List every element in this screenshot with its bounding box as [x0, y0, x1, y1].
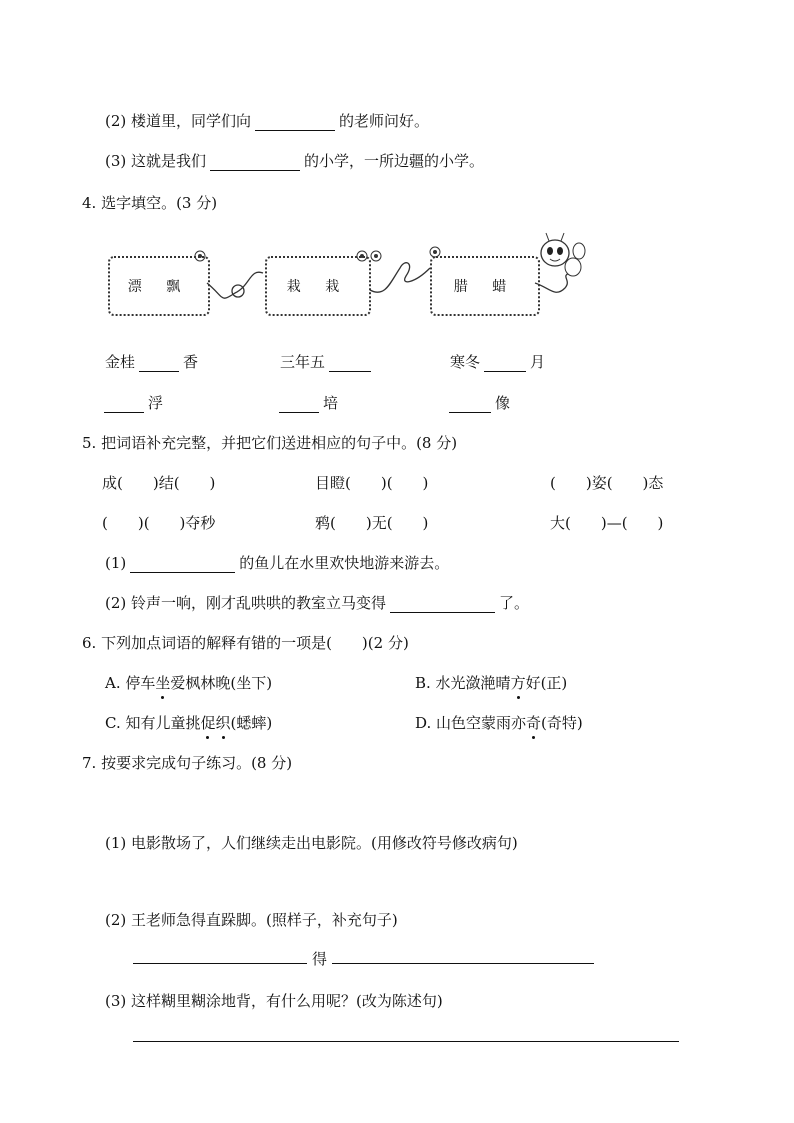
q6-option-b[interactable]: B. 水光潋滟晴方好(正) [415, 674, 568, 692]
answer-blank[interactable] [279, 397, 319, 413]
answer-blank[interactable] [255, 115, 335, 131]
bee-icon [541, 233, 585, 276]
q5-sentence-1: (1) 的鱼儿在水里欢快地游来游去。 [105, 554, 450, 572]
word-box-3: 腊 蜡 [430, 256, 540, 316]
word-box-2: 栽 栽 [265, 256, 371, 316]
q5-idiom-4: ( )( )夺秒 [102, 514, 216, 532]
answer-blank[interactable] [390, 597, 495, 613]
q5-idiom-3: ( )姿( )态 [550, 474, 664, 492]
answer-blank[interactable] [484, 356, 526, 372]
answer-blank[interactable] [104, 397, 144, 413]
flower-icon [371, 251, 381, 261]
q7-title: 7. 按要求完成句子练习。(8 分) [82, 754, 293, 772]
q5-sentence-2: (2) 铃声一响，刚才乱哄哄的教室立马变得 了。 [105, 594, 530, 612]
dotted-char: 坐 [155, 674, 171, 692]
word-box-1: 漂 飘 [108, 256, 210, 316]
q4-fill-4: 浮 [100, 392, 163, 413]
dotted-char: 奇 [526, 714, 542, 732]
q6-title: 6. 下列加点词语的解释有错的一项是( )(2 分) [82, 634, 409, 652]
q6-option-c[interactable]: C. 知有儿童挑促织(蟋蟀) [105, 714, 273, 732]
dotted-char: 促 [200, 714, 216, 732]
q7-item-2: (2) 王老师急得直跺脚。(照样子，补充句子) [105, 911, 398, 929]
string-line [370, 263, 430, 293]
dotted-char: 方 [510, 674, 526, 692]
q5-title: 5. 把词语补充完整，并把它们送进相应的句子中。(8 分) [82, 434, 458, 452]
q4-fill-6: 像 [445, 392, 510, 413]
answer-blank[interactable] [329, 356, 371, 372]
q4-fill-2: 三年五 [280, 351, 375, 372]
answer-blank[interactable] [210, 155, 300, 171]
dotted-char: 织 [215, 714, 231, 732]
q7-item-3: (3) 这样糊里糊涂地背，有什么用呢？(改为陈述句) [105, 992, 443, 1010]
q4-title: 4. 选字填空。(3 分) [82, 194, 218, 212]
q5-idiom-2: 目瞪( )( ) [315, 474, 429, 492]
q4-fill-5: 培 [275, 392, 338, 413]
answer-blank[interactable] [139, 356, 179, 372]
answer-blank[interactable] [130, 557, 235, 573]
q4-fill-3: 寒冬 月 [450, 353, 546, 371]
q3-item2: (2) 楼道里，同学们向 的老师问好。 [105, 112, 430, 130]
de-char: 得 [312, 950, 328, 968]
q5-idiom-6: 大( )—( ) [550, 514, 664, 532]
answer-line[interactable] [332, 963, 594, 964]
answer-line[interactable] [133, 963, 307, 964]
q7-item-1: (1) 电影散场了，人们继续走出电影院。(用修改符号修改病句) [105, 834, 518, 852]
q5-idiom-1: 成( )结( ) [102, 474, 216, 492]
q6-option-d[interactable]: D. 山色空蒙雨亦奇(奇特) [415, 714, 583, 732]
q6-option-a[interactable]: A. 停车坐爱枫林晚(坐下) [105, 674, 273, 692]
answer-blank[interactable] [449, 397, 491, 413]
q4-fill-1: 金桂 香 [105, 353, 199, 371]
answer-line[interactable] [133, 1041, 679, 1042]
q3-item3: (3) 这就是我们 的小学，一所边疆的小学。 [105, 152, 485, 170]
string-line [535, 273, 570, 292]
q5-idiom-5: 鸦( )无( ) [315, 514, 429, 532]
